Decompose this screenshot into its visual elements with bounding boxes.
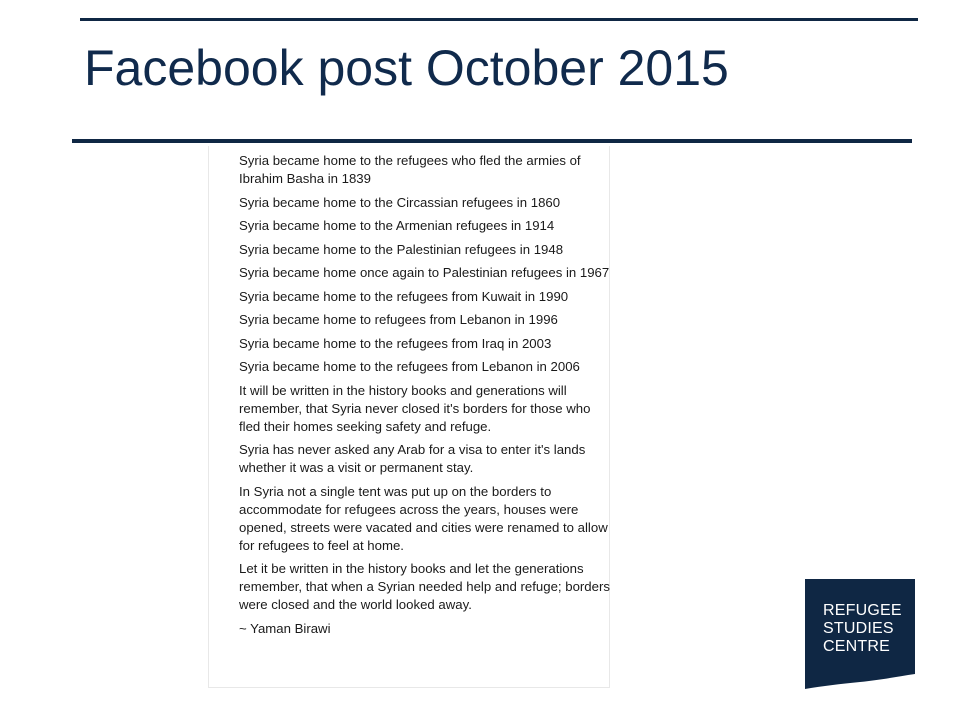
title-rule-top xyxy=(80,18,918,21)
post-paragraph-kuwait: Syria became home to the refugees from Kuwait in 1990 xyxy=(239,288,569,304)
post-paragraph-palestinian-1967: Syria became home once again to Palestinian refugees in 1967 xyxy=(239,265,610,280)
post-paragraph-tents: In Syria not a single tent was put up on the borders to accommodate for refugees across the years, houses were opened, streets were vacated and cities were renamed to allow for refugees to feel at home. xyxy=(239,483,608,553)
post-paragraph-circassian: Syria became home to the Circassian refugees in 1860 xyxy=(239,194,561,210)
post-paragraph-history-books: It will be written in the history books and generations will remember, that Syria never closed it's borders for those who fled their homes seeking safety and refuge. xyxy=(239,382,591,434)
refugee-studies-centre-logo xyxy=(805,579,915,689)
post-paragraph-ibrahim-basha: Syria became home to the refugees who fled the armies of Ibrahim Basha in 1839 xyxy=(239,153,581,186)
logo-line-studies: STUDIES xyxy=(823,620,894,637)
post-signature: ~ Yaman Birawi xyxy=(239,620,331,636)
logo-wordmark xyxy=(823,602,902,656)
logo-line-centre: CENTRE xyxy=(823,638,890,655)
slide-title: Facebook post October 2015 xyxy=(84,40,729,96)
post-paragraph-lebanon-2006: Syria became home to the refugees from Lebanon in 2006 xyxy=(239,359,580,374)
post-paragraph-world-looked-away: Let it be written in the history books and let the generations remember, that when a Syrian needed help and refuge; borders were closed and the world looked away. xyxy=(239,561,610,612)
post-paragraph-palestinian-1948: Syria became home to the Palestinian refugees in 1948 xyxy=(239,241,564,257)
logo-line-refugee: REFUGEE xyxy=(823,602,902,619)
post-paragraph-armenian: Syria became home to the Armenian refugees in 1914 xyxy=(239,218,555,233)
post-paragraph-lebanon-1996: Syria became home to refugees from Lebanon in 1996 xyxy=(239,312,558,327)
title-rule-bottom xyxy=(72,139,912,143)
post-paragraph-visa: Syria has never asked any Arab for a visa to enter it's lands whether it was a visit or permanent stay. xyxy=(239,442,586,475)
post-paragraph-iraq: Syria became home to the refugees from Iraq in 2003 xyxy=(239,335,552,351)
facebook-post-image xyxy=(208,146,610,688)
